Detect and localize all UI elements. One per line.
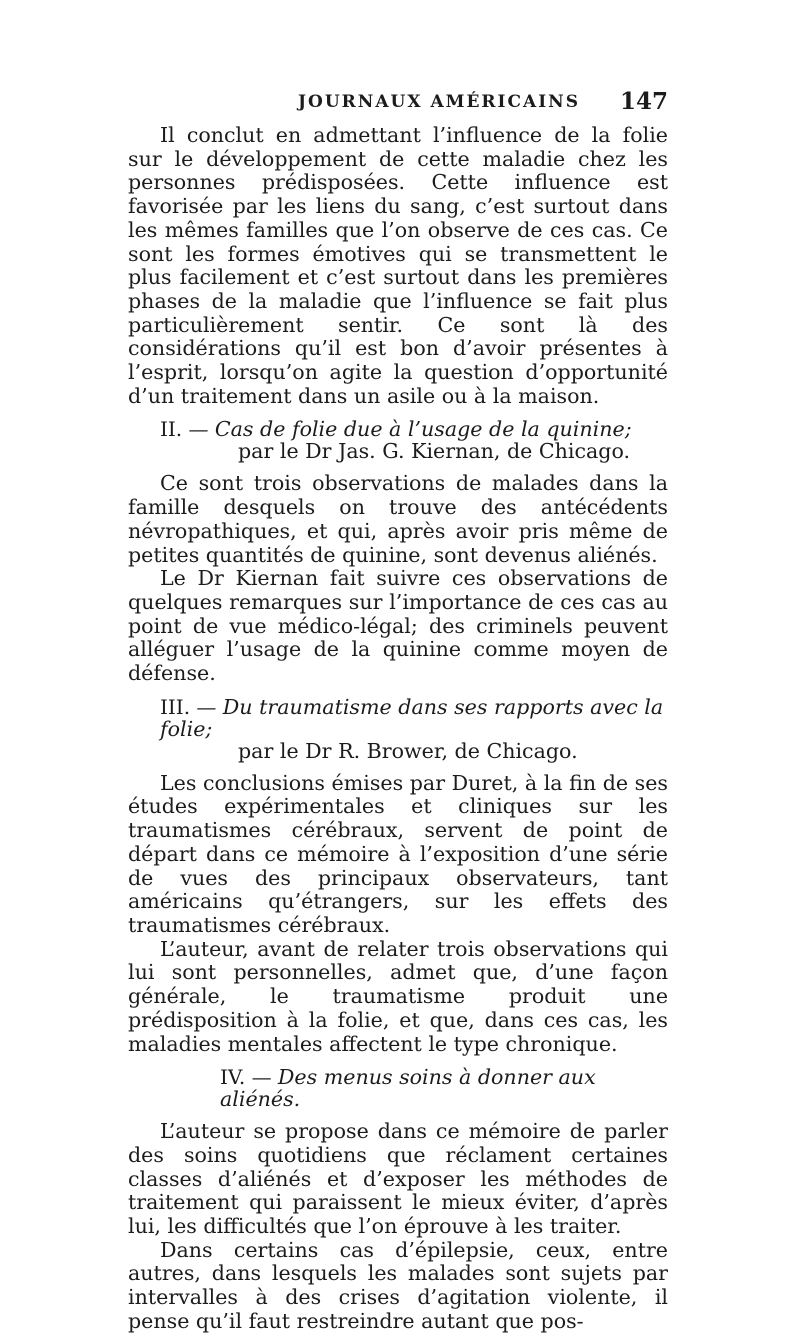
section-number: II. — bbox=[160, 417, 215, 442]
section-number: IV. — bbox=[220, 1065, 278, 1090]
section-number: III. — bbox=[160, 694, 223, 719]
page-body bbox=[128, 124, 668, 1334]
paragraph: Ce sont trois observations de malades dans la famille desquels on trouve des antécédents névropathiques, et qui, après avoir pris même de petites quantités de quinine, sont devenus aliénés. bbox=[128, 471, 668, 567]
section-title: Du traumatisme dans ses rapports avec la folie; bbox=[160, 694, 664, 741]
section-heading-4 bbox=[128, 1066, 668, 1110]
section-byline: par le Dr Jas. G. Kiernan, de Chicago. bbox=[238, 439, 631, 464]
section-heading-2 bbox=[128, 418, 668, 462]
section-byline: par le Dr R. Brower, de Chicago. bbox=[238, 738, 578, 763]
running-head bbox=[128, 88, 668, 122]
paragraph: L’auteur se propose dans ce mémoire de parler des soins quotidiens que réclament certaines classes d’aliénés et d’exposer les méthodes de traitement qui paraissent le mieux éviter, d’après lui, les difficultés que l’on éprouve à les traiter. bbox=[128, 1119, 668, 1239]
section-title: Cas de folie due à l’usage de la quinine; bbox=[214, 417, 632, 442]
paragraph: L’auteur, avant de relater trois observations qui lui sont personnelles, admet que, d’une façon générale, le traumatisme produit une prédisposition à la folie, et que, dans ces cas, les maladies mentales affectent le type chronique. bbox=[128, 936, 668, 1056]
paragraph: Il conclut en admettant l’influence de la folie sur le développement de cette maladie chez les personnes prédisposées. Cette influence est favorisée par les liens du sang, c’est surtout dans les mêmes familles que l’on observe de ces cas. Ce sont les formes émotives qui se transmettent le plus facilement et c’est surtout dans les premières phases de la maladie que l’influence se fait plus particulièrement sentir. Ce sont là des considérations qu’il est bon d’avoir présentes à l’esprit, lorsqu’on agite la question d’opportunité d’un traitement dans un asile ou à la maison. bbox=[128, 123, 668, 408]
paragraph: Le Dr Kiernan fait suivre ces observations de quelques remarques sur l’importance de ces cas au point de vue médico-légal; des criminels peuvent alléguer l’usage de la quinine comme moyen de défense. bbox=[128, 566, 668, 686]
section-title: Des menus soins à donner aux aliénés. bbox=[220, 1065, 596, 1112]
page-number: 147 bbox=[619, 88, 668, 115]
section-heading-3 bbox=[128, 696, 668, 762]
paragraph: Les conclusions émises par Duret, à la fin de ses études expérimentales et cliniques sur les traumatismes cérébraux, servent de point de départ dans ce mémoire à l’exposition d’une série de vues des principaux observateurs, tant américains qu’étrangers, sur les effets des traumatismes cérébraux. bbox=[128, 770, 668, 937]
running-title: JOURNAUX AMÉRICAINS bbox=[298, 92, 581, 112]
paragraph: Dans certains cas d’épilepsie, ceux, entre autres, dans lesquels les malades sont sujets par intervalles à des crises d’agitation violente, il pense qu’il faut restreindre autant que pos- bbox=[128, 1237, 668, 1333]
